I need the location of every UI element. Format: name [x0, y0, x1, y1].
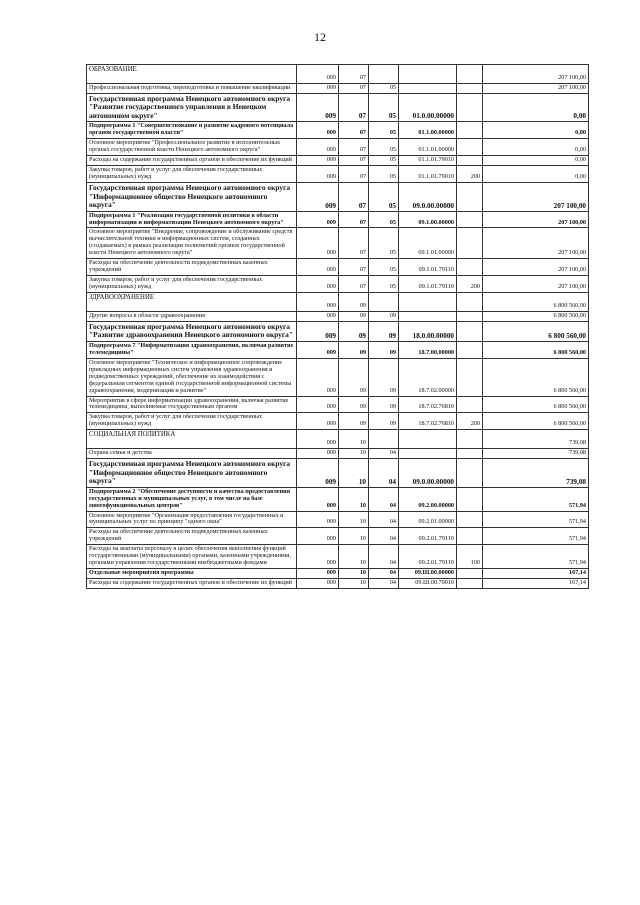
table-row [87, 259, 589, 276]
row-name: Профессиональная подготовка, переподготовка и повышение квалификации [87, 84, 297, 94]
row-name: Расходы на содержание государственных органов и обеспечение их функций [87, 156, 297, 166]
budget-table-body [87, 65, 589, 589]
row-gr: 009 [297, 579, 339, 589]
row-rz: 07 [339, 65, 369, 84]
row-vr [457, 311, 483, 321]
row-rz: 07 [339, 211, 369, 228]
table-row [87, 183, 589, 212]
row-name: Другие вопросы в области здравоохранения [87, 311, 297, 321]
row-rz: 10 [339, 449, 369, 459]
row-rz: 10 [339, 430, 369, 449]
row-csr: 09.0.00.00000 [399, 183, 457, 212]
row-vr [457, 487, 483, 511]
row-gr: 009 [297, 259, 339, 276]
row-pr: 05 [369, 276, 399, 293]
row-name: Закупка товаров, работ и услуг для обеспечения государственных (муниципальных) нужд [87, 166, 297, 183]
row-pr: 05 [369, 228, 399, 259]
row-name: Основное мероприятие "Техническое и информационное сопровождение прикладных информационных систем управления здравоохранения и подведомственных учреждений, обеспечение их взаимодействия с федеральным сегментом единой государственной информационной системы здравоохранения, модернизация и развитие" [87, 358, 297, 396]
row-sum: 571,94 [483, 545, 589, 569]
row-pr: 05 [369, 166, 399, 183]
row-rz: 07 [339, 259, 369, 276]
table-row [87, 228, 589, 259]
row-sum: 207 100,00 [483, 65, 589, 84]
row-pr: 05 [369, 211, 399, 228]
row-pr: 04 [369, 449, 399, 459]
row-sum: 207 100,00 [483, 211, 589, 228]
row-sum: 6 800 560,00 [483, 341, 589, 358]
row-name: Основное мероприятие "Внедрение, сопровождение и обслуживание средств вычислительной техники и информационных систем, созданных (создаваемых) в рамках реализации полномочий органов государственной власти Ненецкого автономного округа" [87, 228, 297, 259]
row-sum: 0,00 [483, 93, 589, 122]
row-pr: 05 [369, 259, 399, 276]
table-row [87, 65, 589, 84]
row-csr [399, 292, 457, 311]
row-name: Основное мероприятие "Профессиональное развитие в исполнительных органах государственной власти Ненецкого автономного округа" [87, 139, 297, 156]
row-rz: 10 [339, 487, 369, 511]
row-sum: 571,94 [483, 511, 589, 528]
row-rz: 10 [339, 545, 369, 569]
row-gr: 009 [297, 292, 339, 311]
row-vr: 200 [457, 413, 483, 430]
table-row [87, 139, 589, 156]
row-csr: 09.2.01.79110 [399, 545, 457, 569]
row-vr [457, 139, 483, 156]
row-vr [457, 65, 483, 84]
row-vr [457, 511, 483, 528]
row-name: Отдельные мероприятия программы [87, 569, 297, 579]
row-csr: 09.Ш.00.79010 [399, 579, 457, 589]
row-sum: 739,08 [483, 449, 589, 459]
row-vr [457, 321, 483, 341]
row-rz: 07 [339, 228, 369, 259]
row-sum: 0,00 [483, 122, 589, 139]
row-rz: 07 [339, 122, 369, 139]
row-csr: 09.1.00.00000 [399, 211, 457, 228]
row-name: ЗДРАВООХРАНЕНИЕ [87, 292, 297, 311]
row-csr: 09.1.01.79110 [399, 259, 457, 276]
row-rz: 07 [339, 166, 369, 183]
row-gr: 009 [297, 139, 339, 156]
row-name: Подпрограмма 2 "Обеспечение доступности и качества предоставления государственных и муниципальных услуг, в том числе на базе многофункциональных центров" [87, 487, 297, 511]
row-sum: 6 800 560,00 [483, 396, 589, 413]
row-csr: 18.7.02.76810 [399, 396, 457, 413]
row-name: Государственная программа Ненецкого автономного округа "Развитие здравоохранения Ненецкого автономного округа" [87, 321, 297, 341]
row-sum: 0,00 [483, 139, 589, 156]
row-gr: 009 [297, 311, 339, 321]
row-csr [399, 65, 457, 84]
row-csr: 09.1.01.00000 [399, 228, 457, 259]
row-csr: 09.2.01.79110 [399, 528, 457, 545]
row-rz: 10 [339, 459, 369, 488]
row-vr: 200 [457, 276, 483, 293]
row-rz: 09 [339, 292, 369, 311]
row-pr [369, 430, 399, 449]
row-sum: 207 100,00 [483, 183, 589, 212]
row-name: ОБРАЗОВАНИЕ [87, 65, 297, 84]
row-gr: 009 [297, 166, 339, 183]
row-rz: 09 [339, 358, 369, 396]
table-row [87, 528, 589, 545]
table-row [87, 545, 589, 569]
row-csr: 18.0.00.00000 [399, 321, 457, 341]
table-row [87, 459, 589, 488]
row-csr [399, 449, 457, 459]
row-vr: 100 [457, 545, 483, 569]
row-vr [457, 84, 483, 94]
row-gr: 009 [297, 65, 339, 84]
row-gr: 009 [297, 93, 339, 122]
row-sum: 207 100,00 [483, 259, 589, 276]
row-gr: 009 [297, 569, 339, 579]
row-sum: 6 800 560,00 [483, 292, 589, 311]
row-pr: 09 [369, 358, 399, 396]
row-rz: 09 [339, 321, 369, 341]
row-rz: 10 [339, 511, 369, 528]
row-gr: 009 [297, 449, 339, 459]
row-rz: 07 [339, 139, 369, 156]
table-row [87, 166, 589, 183]
row-pr: 04 [369, 569, 399, 579]
row-sum: 6 800 560,00 [483, 311, 589, 321]
row-pr: 04 [369, 459, 399, 488]
row-pr [369, 292, 399, 311]
table-row [87, 430, 589, 449]
row-vr [457, 459, 483, 488]
row-gr: 009 [297, 487, 339, 511]
row-csr: 18.7.00.00000 [399, 341, 457, 358]
row-sum: 167,14 [483, 569, 589, 579]
row-rz: 09 [339, 396, 369, 413]
row-vr [457, 528, 483, 545]
row-rz: 10 [339, 528, 369, 545]
table-row [87, 569, 589, 579]
row-csr: 01.1.01.00000 [399, 139, 457, 156]
row-gr: 009 [297, 156, 339, 166]
row-name: Мероприятия в сфере информатизации здравоохранения, включая развитие телемедицины, выполняемые государственным органом [87, 396, 297, 413]
row-pr: 05 [369, 156, 399, 166]
row-csr: 09.1.01.79110 [399, 276, 457, 293]
table-row [87, 358, 589, 396]
row-vr [457, 183, 483, 212]
row-vr [457, 228, 483, 259]
row-name: Подпрограмма 7 "Информатизация здравоохранения, включая развитие телемедицины" [87, 341, 297, 358]
row-sum: 207 100,00 [483, 228, 589, 259]
row-gr: 009 [297, 358, 339, 396]
row-pr [369, 65, 399, 84]
row-csr: 01.1.01.79010 [399, 166, 457, 183]
table-row [87, 156, 589, 166]
row-gr: 009 [297, 396, 339, 413]
row-pr: 09 [369, 341, 399, 358]
row-sum: 167,14 [483, 579, 589, 589]
row-sum: 6 800 560,00 [483, 413, 589, 430]
row-gr: 009 [297, 122, 339, 139]
table-row [87, 396, 589, 413]
row-gr: 009 [297, 430, 339, 449]
row-rz: 10 [339, 569, 369, 579]
row-csr: 18.7.02.76810 [399, 413, 457, 430]
row-sum: 571,94 [483, 528, 589, 545]
row-rz: 09 [339, 311, 369, 321]
row-pr: 09 [369, 311, 399, 321]
row-gr: 009 [297, 545, 339, 569]
row-name: Расходы на выплаты персоналу в целях обеспечения выполнения функций государственными (муниципальными) органами, казенными учреждениями, органами управления государственными внебюджетными фондами [87, 545, 297, 569]
row-gr: 009 [297, 528, 339, 545]
row-sum: 207 100,00 [483, 84, 589, 94]
row-csr [399, 430, 457, 449]
row-gr: 009 [297, 511, 339, 528]
row-vr [457, 211, 483, 228]
row-csr: 18.7.02.00000 [399, 358, 457, 396]
row-name: Основное мероприятие "Организация предоставления государственных и муниципальных услуг по принципу "одного окна" [87, 511, 297, 528]
row-sum: 739,08 [483, 459, 589, 488]
row-name: Государственная программа Ненецкого автономного округа "Развитие государственного управления в Ненецком автономном округе" [87, 93, 297, 122]
row-vr [457, 358, 483, 396]
row-rz: 07 [339, 183, 369, 212]
row-gr: 009 [297, 183, 339, 212]
row-name: СОЦИАЛЬНАЯ ПОЛИТИКА [87, 430, 297, 449]
row-sum: 0,00 [483, 156, 589, 166]
row-pr: 04 [369, 511, 399, 528]
table-row [87, 579, 589, 589]
row-gr: 009 [297, 211, 339, 228]
row-csr: 01.1.00.00000 [399, 122, 457, 139]
row-csr: 09.2.01.00000 [399, 511, 457, 528]
row-pr: 09 [369, 321, 399, 341]
row-vr [457, 430, 483, 449]
row-name: Закупка товаров, работ и услуг для обеспечения государственных (муниципальных) нужд [87, 276, 297, 293]
row-vr [457, 93, 483, 122]
row-vr [457, 579, 483, 589]
row-vr [457, 341, 483, 358]
row-rz: 07 [339, 276, 369, 293]
row-gr: 009 [297, 341, 339, 358]
table-row [87, 122, 589, 139]
row-name: Расходы на обеспечение деятельности подведомственных казенных учреждений [87, 259, 297, 276]
row-pr: 05 [369, 139, 399, 156]
row-rz: 07 [339, 156, 369, 166]
row-sum: 6 800 560,00 [483, 321, 589, 341]
row-gr: 009 [297, 276, 339, 293]
table-row [87, 211, 589, 228]
table-row [87, 321, 589, 341]
row-vr [457, 396, 483, 413]
row-pr: 04 [369, 579, 399, 589]
row-rz: 09 [339, 413, 369, 430]
table-row [87, 292, 589, 311]
row-csr [399, 311, 457, 321]
table-row [87, 84, 589, 94]
row-pr: 05 [369, 84, 399, 94]
row-name: Охрана семьи и детства [87, 449, 297, 459]
row-name: Государственная программа Ненецкого автономного округа "Информационное общество Ненецкого автономного округа" [87, 459, 297, 488]
row-pr: 05 [369, 122, 399, 139]
row-csr [399, 84, 457, 94]
table-row [87, 449, 589, 459]
row-csr: 09.0.00.00000 [399, 459, 457, 488]
row-vr [457, 259, 483, 276]
row-csr: 09.Ш.00.00000 [399, 569, 457, 579]
row-sum: 6 800 560,00 [483, 358, 589, 396]
page-number: 12 [314, 30, 326, 44]
row-rz: 10 [339, 579, 369, 589]
row-name: Подпрограмма 1 "Реализация государственной политики в области информатизации и информатизации Ненецкого автономного округа" [87, 211, 297, 228]
row-gr: 009 [297, 228, 339, 259]
table-row [87, 487, 589, 511]
row-pr: 09 [369, 413, 399, 430]
row-vr: 200 [457, 166, 483, 183]
row-csr: 09.2.00.00000 [399, 487, 457, 511]
table-row [87, 341, 589, 358]
row-gr: 009 [297, 413, 339, 430]
row-name: Расходы на содержание государственных органов и обеспечение их функций [87, 579, 297, 589]
row-pr: 04 [369, 528, 399, 545]
row-csr: 01.1.01.79010 [399, 156, 457, 166]
row-gr: 009 [297, 84, 339, 94]
row-sum: 207 100,00 [483, 276, 589, 293]
row-vr [457, 292, 483, 311]
table-row [87, 511, 589, 528]
row-gr: 009 [297, 459, 339, 488]
row-pr: 05 [369, 183, 399, 212]
table-row [87, 276, 589, 293]
table-row [87, 413, 589, 430]
row-pr: 04 [369, 487, 399, 511]
row-vr [457, 569, 483, 579]
row-pr: 05 [369, 93, 399, 122]
row-rz: 07 [339, 84, 369, 94]
row-sum: 571,94 [483, 487, 589, 511]
table-row [87, 311, 589, 321]
row-pr: 09 [369, 396, 399, 413]
row-sum: 0,00 [483, 166, 589, 183]
row-vr [457, 156, 483, 166]
row-rz: 09 [339, 341, 369, 358]
row-name: Государственная программа Ненецкого автономного округа "Информационное общество Ненецкого автономного округа" [87, 183, 297, 212]
row-name: Закупка товаров, работ и услуг для обеспечения государственных (муниципальных) нужд [87, 413, 297, 430]
row-csr: 01.0.00.00000 [399, 93, 457, 122]
row-sum: 739,08 [483, 430, 589, 449]
row-vr [457, 449, 483, 459]
row-name: Подпрограмма 1 "Совершенствование и развитие кадрового потенциала органов государственной власти" [87, 122, 297, 139]
row-vr [457, 122, 483, 139]
row-rz: 07 [339, 93, 369, 122]
budget-table [86, 64, 589, 589]
row-pr: 04 [369, 545, 399, 569]
table-row [87, 93, 589, 122]
row-gr: 009 [297, 321, 339, 341]
row-name: Расходы на обеспечение деятельности подведомственных казенных учреждений [87, 528, 297, 545]
